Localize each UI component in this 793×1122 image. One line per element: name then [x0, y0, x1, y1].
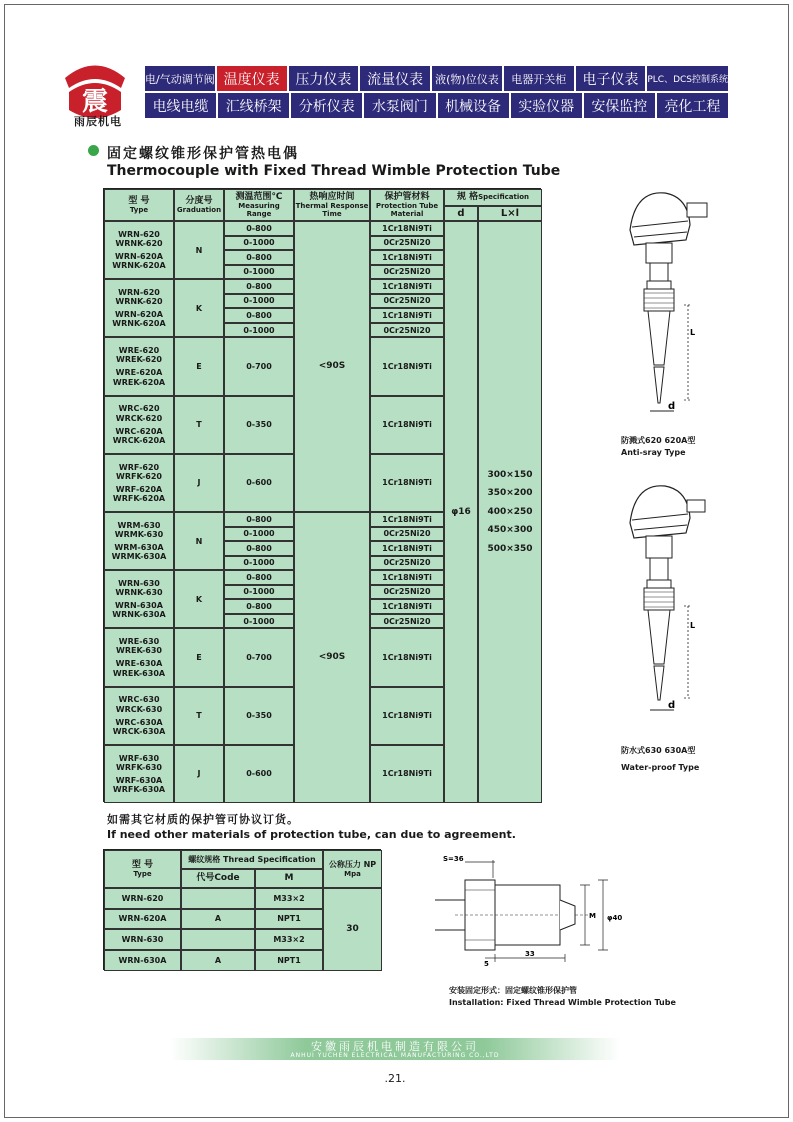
svg-text:d: d	[668, 401, 676, 412]
material-cell: 0Cr25Ni20	[370, 585, 444, 600]
company-name: 雨辰机电	[74, 115, 122, 128]
d-cell: φ16	[444, 221, 478, 803]
graduation-cell: T	[174, 687, 224, 745]
type-label: WRFK-630A	[112, 785, 166, 795]
response-cell: <90S	[294, 221, 370, 512]
type-label: WRCK-620	[115, 413, 163, 423]
th-material	[370, 189, 444, 221]
material-cell: 1Cr18Ni9Ti	[370, 512, 444, 527]
material-cell: 0Cr25Ni20	[370, 556, 444, 571]
anti-spray-caption-cn: 防溅式620 620A型	[621, 436, 696, 445]
type-label: WRNK-620A	[112, 319, 166, 329]
nav-item-level[interactable]: 液(物)位仪表	[432, 66, 502, 91]
svg-text:5: 5	[484, 960, 489, 968]
type-label: WRN-630	[118, 578, 160, 588]
nav-item-machinery[interactable]: 机械设备	[438, 93, 509, 118]
water-proof-drawing	[610, 478, 720, 723]
thread-type-cell: WRN-620A	[104, 909, 181, 930]
type-label: WRN-620	[118, 229, 160, 239]
tth-m: M	[255, 869, 323, 888]
material-cell: 1Cr18Ni9Ti	[370, 687, 444, 745]
graduation-cell: T	[174, 396, 224, 454]
type-label: WRF-620A	[115, 484, 163, 494]
th-lxl: L×l	[478, 206, 542, 221]
type-label: WRCK-620A	[112, 435, 166, 445]
range-cell: 0-800	[224, 541, 294, 556]
thread-code-cell	[181, 929, 255, 950]
graduation-cell: J	[174, 745, 224, 803]
type-label: WRC-620A	[115, 426, 163, 436]
th-graduation-en: Graduation	[176, 206, 222, 215]
material-cell: 1Cr18Ni9Ti	[370, 396, 444, 454]
material-cell: 1Cr18Ni9Ti	[370, 308, 444, 323]
graduation-cell: N	[174, 221, 224, 279]
installation-drawing	[435, 850, 625, 970]
type-label: WREK-620A	[112, 377, 166, 387]
svg-text:M: M	[589, 912, 596, 920]
note-en: If need other materials of protection tube, can due to agreement.	[107, 828, 516, 841]
lxl-value: 400×250	[487, 506, 533, 517]
thread-type-cell: WRN-620	[104, 888, 181, 909]
nav-row-2	[145, 93, 730, 118]
svg-text:L: L	[690, 328, 696, 337]
type-label: WRE-620	[118, 346, 160, 356]
type-label: WRM-630A	[114, 543, 164, 553]
range-cell: 0-1000	[224, 527, 294, 542]
thread-m-cell: M33×2	[255, 888, 323, 909]
tth-np	[323, 850, 382, 888]
type-label: WRF-630	[118, 753, 160, 763]
response-cell: <90S	[294, 512, 370, 803]
range-cell: 0-800	[224, 221, 294, 236]
thread-type-cell: WRN-630	[104, 929, 181, 950]
type-label: WRN-620	[118, 287, 160, 297]
th-range-en: Measuring Range	[238, 202, 280, 219]
lxl-cell	[478, 221, 542, 803]
type-cell	[104, 687, 174, 745]
graduation-cell: N	[174, 512, 224, 570]
type-label: WRMK-630A	[111, 552, 167, 562]
type-cell	[104, 454, 174, 512]
material-cell: 1Cr18Ni9Ti	[370, 628, 444, 686]
type-cell	[104, 279, 174, 337]
water-proof-caption-en: Water-proof Type	[621, 763, 700, 772]
type-label: WRNK-630	[115, 588, 163, 598]
nav-item-temperature[interactable]: 温度仪表	[217, 66, 287, 91]
nav-item-pump[interactable]: 水泵阀门	[364, 93, 435, 118]
type-cell	[104, 628, 174, 686]
svg-text:33: 33	[525, 950, 535, 958]
material-cell: 0Cr25Ni20	[370, 265, 444, 280]
footer-company-en: ANHUI YUCHEN ELECTRICAL MANUFACTURING CO.,LTD	[290, 1052, 500, 1059]
material-cell: 1Cr18Ni9Ti	[370, 599, 444, 614]
category-nav	[145, 66, 730, 120]
range-cell: 0-800	[224, 308, 294, 323]
type-label: WRFK-620A	[112, 494, 166, 504]
nav-item-bridge[interactable]: 汇线桥架	[218, 93, 289, 118]
type-cell	[104, 221, 174, 279]
spec-table	[103, 188, 541, 802]
type-cell	[104, 512, 174, 570]
title-cn: 固定螺纹锥形保护管热电偶	[107, 146, 299, 162]
material-cell: 0Cr25Ni20	[370, 527, 444, 542]
material-cell: 1Cr18Ni9Ti	[370, 570, 444, 585]
type-label: WRMK-630	[114, 529, 164, 539]
type-label: WREK-630	[116, 646, 162, 656]
nav-item-flow[interactable]: 流量仪表	[360, 66, 430, 91]
installation-caption-cn: 安装固定形式：固定螺纹锥形保护管	[449, 986, 577, 995]
th-graduation	[174, 189, 224, 221]
nav-item-pressure[interactable]: 压力仪表	[289, 66, 359, 91]
type-label: WRE-630	[118, 637, 160, 647]
range-cell: 0-350	[224, 687, 294, 745]
range-cell: 0-1000	[224, 265, 294, 280]
type-label: WRN-630A	[115, 601, 163, 611]
th-type-cn: 型 号	[128, 195, 150, 206]
material-cell: 0Cr25Ni20	[370, 236, 444, 251]
range-cell: 0-800	[224, 279, 294, 294]
type-label: WRF-620	[118, 462, 160, 472]
th-spec-en: Specification	[478, 193, 530, 202]
thread-m-cell: NPT1	[255, 950, 323, 971]
type-label: WRNK-620A	[112, 261, 166, 271]
type-label: WRE-620A	[115, 368, 163, 378]
type-cell	[104, 337, 174, 395]
range-cell: 0-1000	[224, 614, 294, 629]
type-label: WRN-620A	[115, 310, 163, 320]
type-label: WRCK-630	[115, 704, 163, 714]
nav-item-lab[interactable]: 实验仪器	[511, 93, 582, 118]
range-cell: 0-600	[224, 454, 294, 512]
installation-caption-en: Installation: Fixed Thread Wimble Protection Tube	[449, 998, 676, 1007]
svg-text:φ40: φ40	[607, 914, 623, 922]
range-cell: 0-350	[224, 396, 294, 454]
material-cell: 1Cr18Ni9Ti	[370, 279, 444, 294]
thread-code-cell	[181, 888, 255, 909]
th-d: d	[444, 206, 478, 221]
thread-code-cell: A	[181, 909, 255, 930]
note-cn: 如需其它材质的保护管可协议订货。	[107, 813, 299, 826]
anti-spray-caption-en: Anti-sray Type	[621, 448, 686, 457]
tth-type-en: Type	[133, 870, 152, 879]
th-range	[224, 189, 294, 221]
material-cell: 1Cr18Ni9Ti	[370, 250, 444, 265]
nav-row-1	[145, 66, 730, 91]
th-response-cn: 热响应时间	[309, 191, 355, 202]
th-material-cn: 保护管材料	[384, 191, 430, 202]
tth-np-en: Mpa	[344, 869, 361, 878]
thread-type-cell: WRN-630A	[104, 950, 181, 971]
footer-company-cn: 安徽雨辰机电制造有限公司	[311, 1040, 479, 1053]
lxl-value: 500×350	[487, 543, 533, 554]
graduation-cell: K	[174, 279, 224, 337]
nav-item-analysis[interactable]: 分析仪表	[291, 93, 362, 118]
range-cell: 0-1000	[224, 294, 294, 309]
range-cell: 0-700	[224, 628, 294, 686]
th-spec-cn: 规 格	[456, 192, 479, 203]
lxl-value: 450×300	[487, 525, 533, 536]
range-cell: 0-800	[224, 570, 294, 585]
type-cell	[104, 570, 174, 628]
type-label: WRFK-630	[116, 762, 162, 772]
thread-table	[103, 849, 381, 970]
material-cell: 0Cr25Ni20	[370, 614, 444, 629]
svg-text:S=36: S=36	[443, 855, 464, 863]
type-label: WRC-630A	[115, 717, 163, 727]
material-cell: 0Cr25Ni20	[370, 294, 444, 309]
type-label: WRNK-630A	[112, 610, 166, 620]
thread-code-cell: A	[181, 950, 255, 971]
nav-item-electronic[interactable]: 电子仪表	[576, 66, 646, 91]
th-spec	[444, 189, 542, 206]
range-cell: 0-1000	[224, 556, 294, 571]
graduation-cell: K	[174, 570, 224, 628]
type-label: WRNK-620	[115, 297, 163, 307]
title-en: Thermocouple with Fixed Thread Wimble Protection Tube	[107, 163, 561, 179]
range-cell: 0-1000	[224, 236, 294, 251]
type-label: WRFK-620	[116, 471, 162, 481]
range-cell: 0-1000	[224, 323, 294, 338]
range-cell: 0-1000	[224, 585, 294, 600]
bullet-icon	[88, 145, 99, 156]
range-cell: 0-800	[224, 512, 294, 527]
anti-spray-drawing	[610, 185, 720, 425]
svg-text:d: d	[668, 700, 676, 711]
range-cell: 0-700	[224, 337, 294, 395]
th-type-en: Type	[129, 206, 149, 215]
material-cell: 1Cr18Ni9Ti	[370, 337, 444, 395]
tth-type-cn: 型 号	[131, 859, 154, 870]
material-cell: 1Cr18Ni9Ti	[370, 221, 444, 236]
thread-m-cell: NPT1	[255, 909, 323, 930]
type-cell	[104, 745, 174, 803]
graduation-cell: J	[174, 454, 224, 512]
page-number: .21.	[384, 1072, 406, 1085]
thread-np-cell: 30	[323, 888, 382, 971]
water-proof-caption-cn: 防水式630 630A型	[621, 746, 696, 755]
th-graduation-cn: 分度号	[185, 195, 213, 206]
th-response	[294, 189, 370, 221]
type-label: WRC-620	[118, 404, 160, 414]
thread-m-cell: M33×2	[255, 929, 323, 950]
type-label: WRE-630A	[115, 659, 163, 669]
type-label: WREK-620	[116, 355, 162, 365]
logo-char: 震	[81, 87, 109, 117]
type-label: WREK-630A	[112, 668, 166, 678]
th-response-en: Thermal Response Time	[295, 202, 369, 219]
range-cell: 0-800	[224, 250, 294, 265]
svg-text:L: L	[690, 621, 696, 630]
nav-item-valve[interactable]: 电/气动调节阀	[145, 66, 215, 91]
type-label: WRC-630	[118, 695, 160, 705]
type-label: WRM-630	[117, 520, 161, 530]
graduation-cell: E	[174, 337, 224, 395]
nav-item-security[interactable]: 安保监控	[584, 93, 655, 118]
range-cell: 0-800	[224, 599, 294, 614]
material-cell: 1Cr18Ni9Ti	[370, 745, 444, 803]
type-cell	[104, 396, 174, 454]
nav-item-plc[interactable]: PLC、DCS控制系统	[647, 66, 728, 91]
nav-item-cable[interactable]: 电线电缆	[145, 93, 216, 118]
type-label: WRCK-630A	[112, 726, 166, 736]
th-material-en: Protection Tube Material	[375, 202, 439, 219]
nav-item-lighting[interactable]: 亮化工程	[657, 93, 728, 118]
th-type	[104, 189, 174, 221]
type-label: WRNK-620	[115, 238, 163, 248]
material-cell: 1Cr18Ni9Ti	[370, 454, 444, 512]
tth-code: 代号Code	[181, 869, 255, 888]
nav-item-switchgear[interactable]: 电器开关柜	[504, 66, 574, 91]
tth-np-cn: 公称压力 NP	[328, 860, 377, 870]
th-range-cn: 测温范围℃	[235, 191, 283, 202]
graduation-cell: E	[174, 628, 224, 686]
lxl-value: 300×150	[487, 470, 533, 481]
type-label: WRN-620A	[115, 252, 163, 262]
lxl-value: 350×200	[487, 488, 533, 499]
range-cell: 0-600	[224, 745, 294, 803]
material-cell: 1Cr18Ni9Ti	[370, 541, 444, 556]
type-label: WRF-630A	[115, 775, 163, 785]
tth-thread: 螺纹规格 Thread Specification	[181, 850, 323, 869]
tth-type	[104, 850, 181, 888]
material-cell: 0Cr25Ni20	[370, 323, 444, 338]
